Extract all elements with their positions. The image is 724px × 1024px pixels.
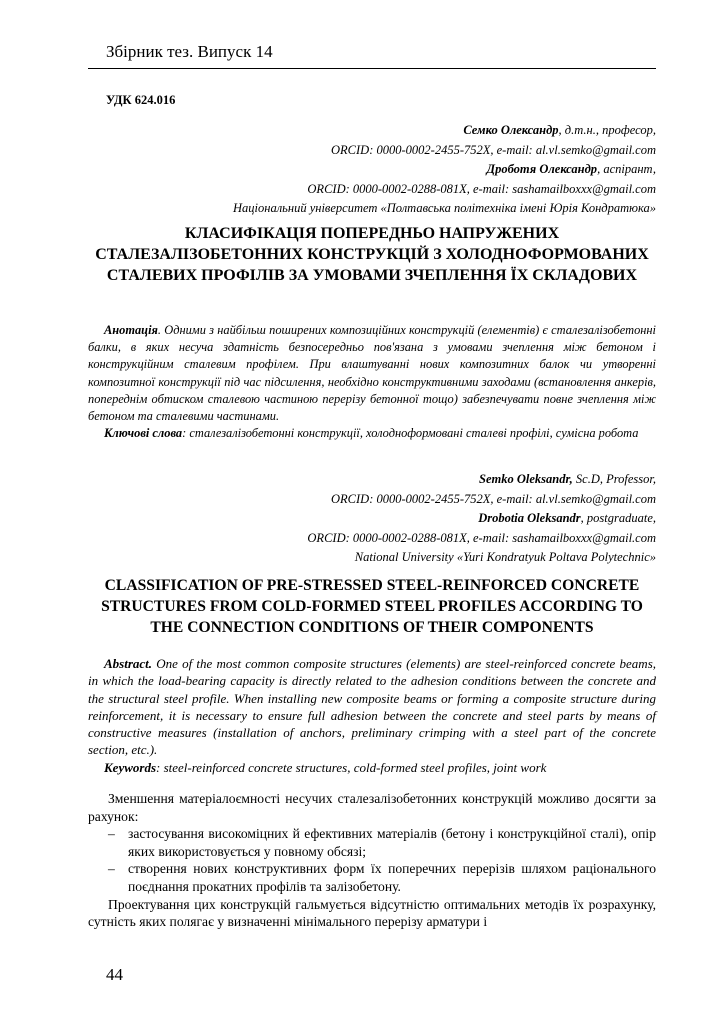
author-1-name: Семко Олександр — [463, 123, 559, 137]
authors-en — [307, 470, 656, 568]
abstract-ua-paragraph — [88, 322, 656, 425]
title-ua: КЛАСИФІКАЦІЯ ПОПЕРЕДНЬО НАПРУЖЕНИХ СТАЛЕЗАЛІЗОБЕТОННИХ КОНСТРУКЦІЙ З ХОЛОДНОФОРМОВАНИХ СТАЛЕВИХ ПРОФІЛІВ ЗА УМОВАМИ ЗЧЕПЛЕННЯ ЇХ СКЛАДОВИХ — [95, 225, 649, 284]
affiliation: Національний університет «Полтавська політехніка імені Юрія Кондратюка» — [233, 201, 656, 215]
body-list — [88, 825, 656, 895]
author-2-line — [233, 160, 656, 180]
list-item-text: застосування високоміцних й ефективних матеріалів (бетону і конструкційної сталі), опір яких використовується у повному обсязі; — [128, 826, 656, 859]
body-paragraph-2: Проектування цих конструкцій гальмується відсутністю оптимальних методів їх розрахунку, сутність яких полягає у визначенні мінімального перерізу арматури і — [88, 896, 656, 930]
dash-bullet: – — [108, 861, 115, 877]
list-item — [88, 825, 656, 860]
keywords-ua — [88, 425, 656, 442]
author-1-line — [233, 121, 656, 141]
author-2-contact: ORCID: 0000-0002-0288-081X, e-mail: sashamailboxxx@gmail.com — [307, 181, 656, 196]
author-en-1-role: Sc.D, Professor, — [572, 472, 656, 486]
list-item — [88, 860, 656, 895]
author-2-name: Дроботя Олександр — [486, 162, 598, 176]
abstract-ua — [88, 322, 656, 442]
header-rule — [88, 68, 656, 69]
abstract-en-label: Abstract. — [104, 656, 153, 671]
keywords-en — [88, 759, 656, 776]
abstract-en-text: One of the most common composite structures (elements) are steel-reinforced concrete beams, in which the load-bearing capacity is directly related to the adhesion conditions between the concrete and the structural steel profile. When installing new composite beams or forming a composite structure during reinforcement, it is necessary to ensure full adhesion between the concrete and steel parts by means of constructive measures (installation of anchors, preliminary crimping with a steel part of the concrete section, etc.). — [88, 656, 656, 758]
abstract-ua-text: . Одними з найбільш поширених композиційних конструкцій (елементів) є сталезалізобетонні балки, в яких несуча здатність безпосередньо пов'язана з умовами зчеплення між бетоном і конструкційним сталевим профілем. При влаштуванні нових композитних балок чи утворенні композитної конструкції під час підсилення, необхідно конструктивними заходами (встановлення анкерів, попереднім обтиском сталевою частиною перерізу бетонної тощо) забезпечувати повне зчеплення між бетоном та сталевими частинами. — [88, 323, 656, 424]
author-en-2-contact: ORCID: 0000-0002-0288-081X, e-mail: sashamailboxxx@gmail.com — [307, 530, 656, 545]
body-text — [88, 790, 656, 931]
author-en-1-line — [307, 470, 656, 490]
udc-code: УДК 624.016 — [106, 93, 176, 107]
running-head: Збірник тез. Випуск 14 — [106, 42, 273, 61]
author-1-contact: ORCID: 0000-0002-2455-752X, e-mail: al.vl.semko@gmail.com — [331, 142, 656, 157]
list-item-text: створення нових конструктивних форм їх поперечних перерізів шляхом раціонального поєднання прокатних профілів та залізобетону. — [128, 861, 656, 894]
abstract-en-paragraph — [88, 655, 656, 759]
abstract-ua-label: Анотація — [104, 323, 158, 337]
authors-ua — [233, 121, 656, 219]
dash-bullet: – — [108, 826, 115, 842]
affiliation-en: National University «Yuri Kondratyuk Poltava Polytechnic» — [354, 550, 656, 564]
author-en-2-role: , postgraduate, — [580, 511, 656, 525]
author-en-2-name: Drobotia Oleksandr — [478, 511, 581, 525]
author-en-1-name: Semko Oleksandr, — [479, 472, 573, 486]
body-paragraph-1: Зменшення матеріалоємності несучих сталезалізобетонних конструкцій можливо досягти за рахунок: — [88, 791, 656, 824]
page-number: 44 — [106, 965, 123, 984]
author-2-role: , аспірант, — [597, 162, 656, 176]
author-1-role: , д.т.н., професор, — [558, 123, 656, 137]
keywords-ua-label: Ключові слова — [104, 426, 183, 441]
title-en: CLASSIFICATION OF PRE-STRESSED STEEL-REINFORCED CONCRETE STRUCTURES FROM COLD-FORMED STEEL PROFILES ACCORDING TO THE CONNECTION CONDITIONS OF THEIR COMPONENTS — [101, 577, 643, 636]
author-en-2-line — [307, 509, 656, 529]
author-en-1-contact: ORCID: 0000-0002-2455-752X, e-mail: al.vl.semko@gmail.com — [331, 491, 656, 506]
abstract-en — [88, 655, 656, 776]
keywords-ua-text: : сталезалізобетонні конструкції, холодноформовані сталеві профілі, сумісна робота — [182, 426, 639, 441]
keywords-en-label: Keywords — [104, 759, 156, 775]
keywords-en-text: : steel-reinforced concrete structures, cold-formed steel profiles, joint work — [156, 759, 547, 775]
